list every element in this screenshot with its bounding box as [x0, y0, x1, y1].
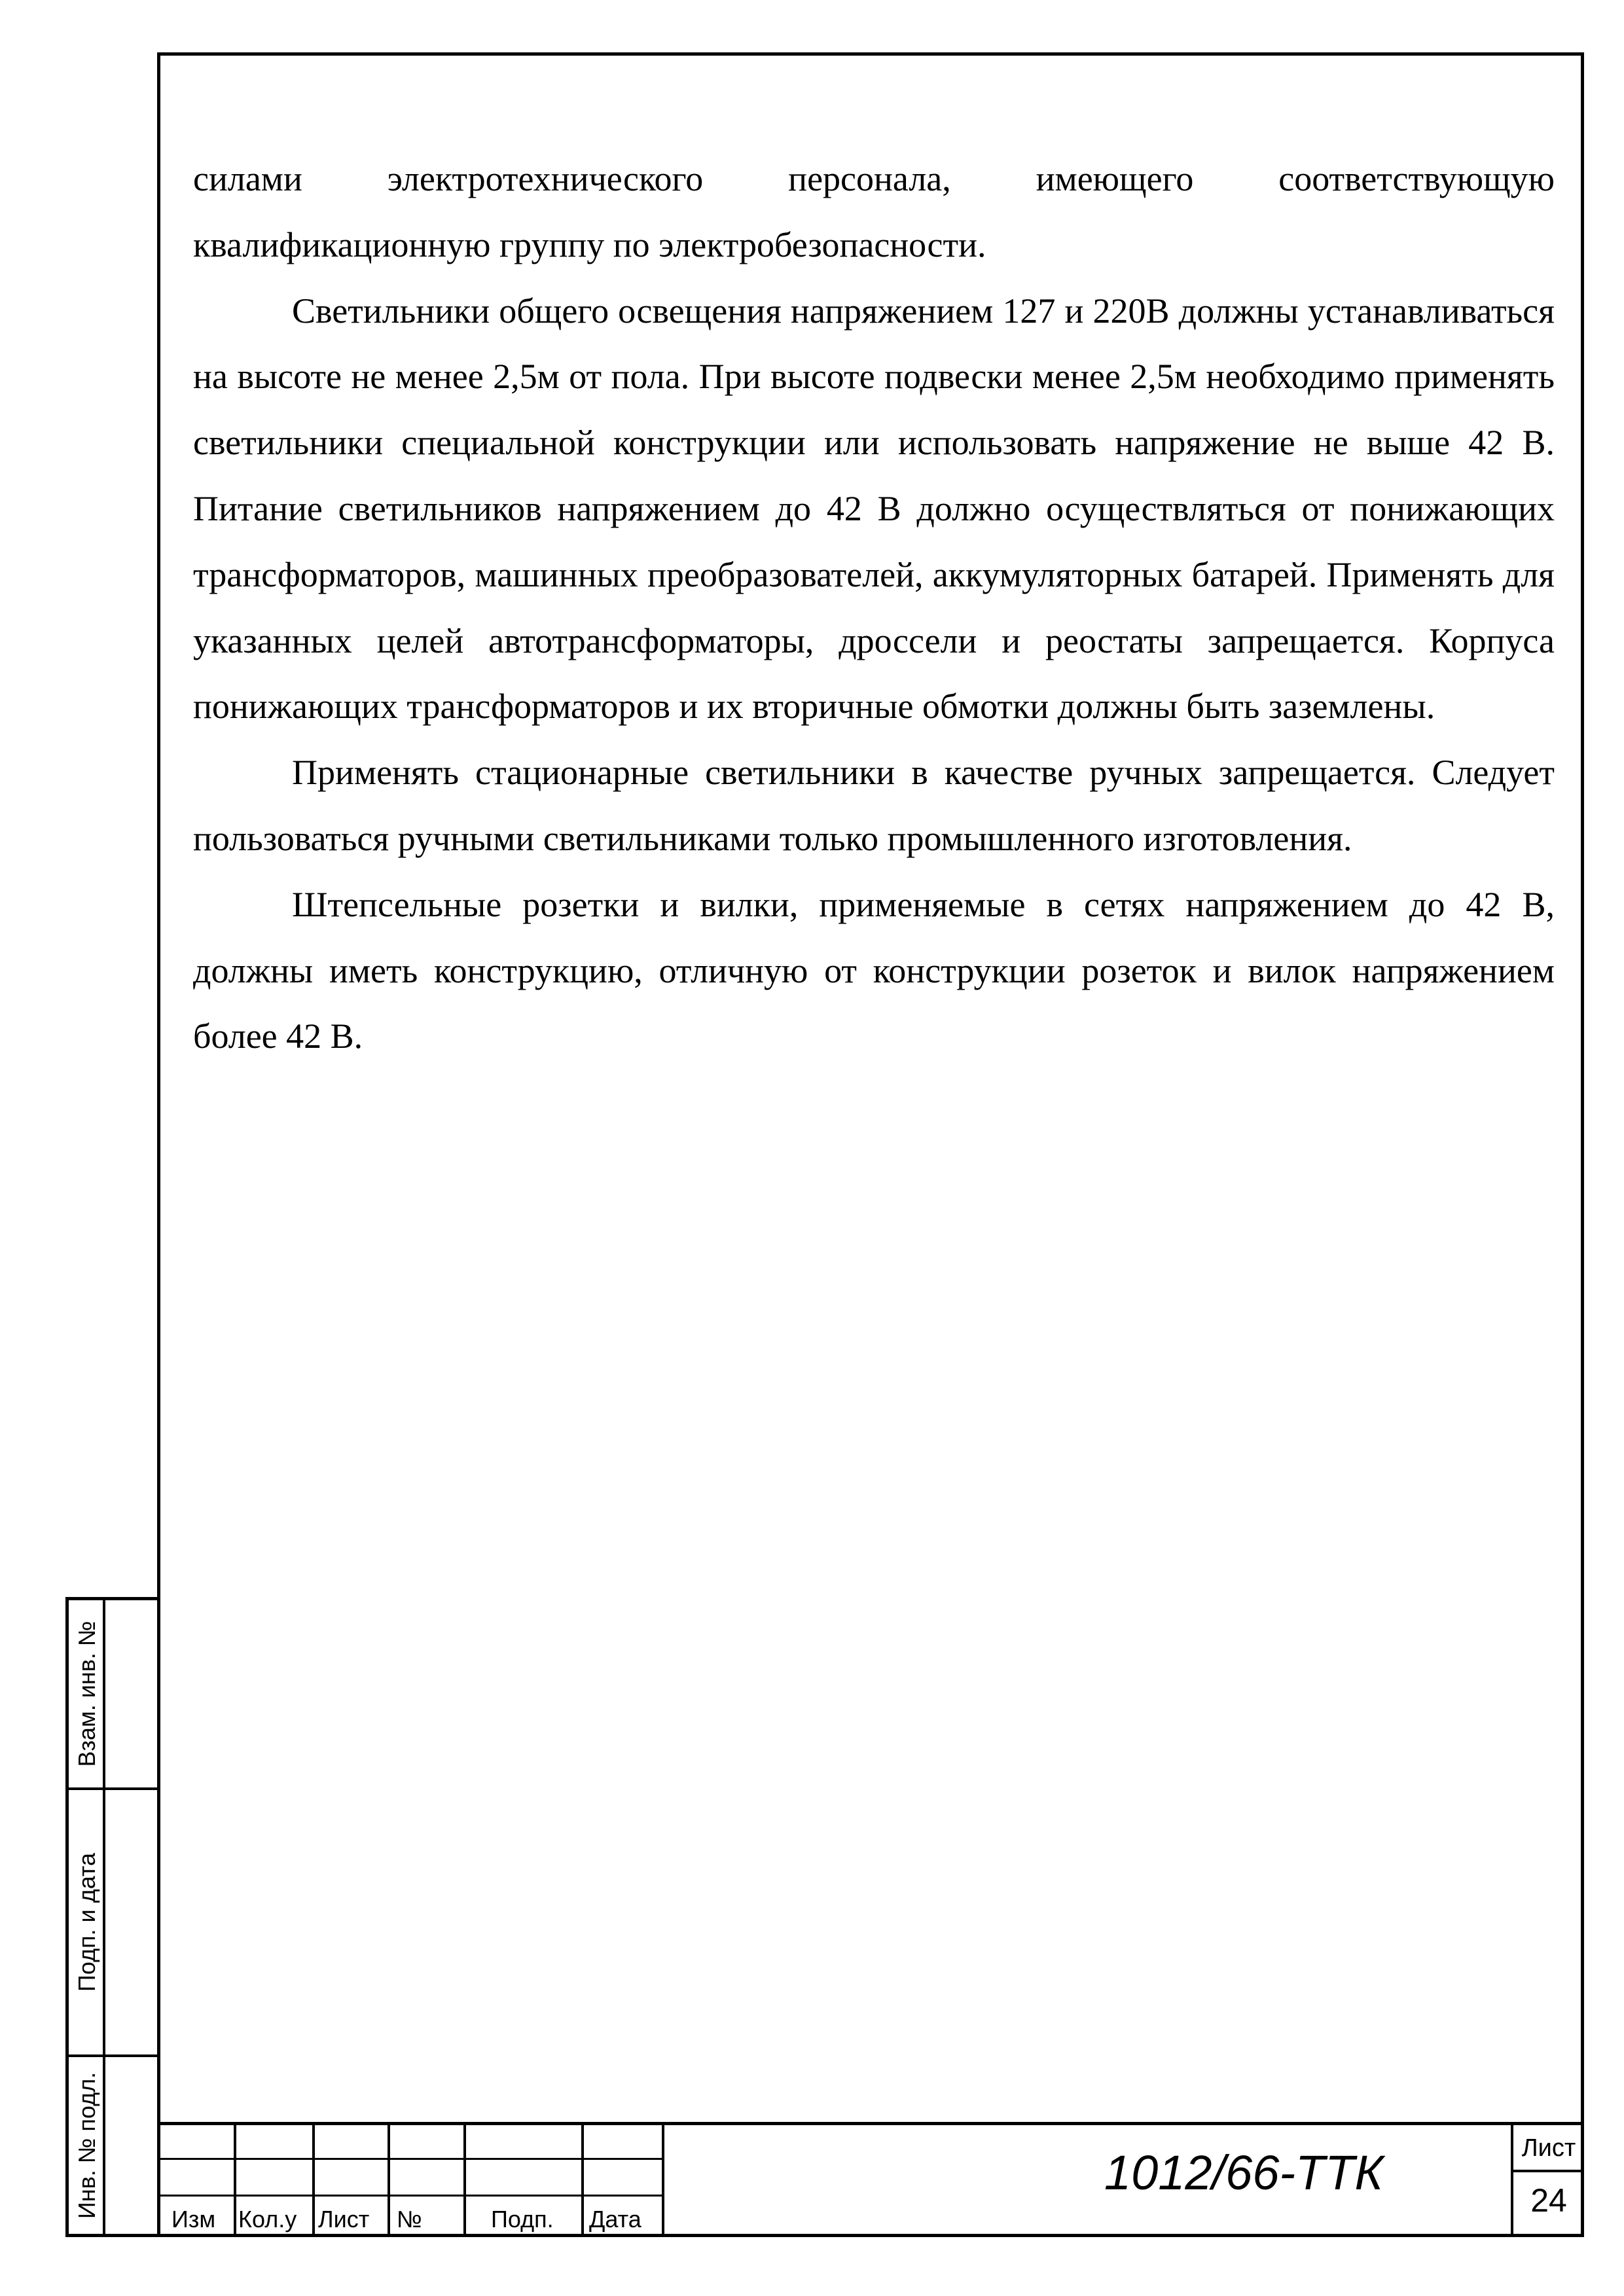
- side-label-orig-inv: Инв. № подл.: [73, 2072, 100, 2219]
- side-stamp: [65, 1597, 157, 2237]
- header-number: №: [397, 2206, 422, 2233]
- document-code: 1012/66-ТТК: [1104, 2145, 1384, 2200]
- paragraph-3: Применять стационарные светильники в качестве ручных запрещается. Следует пользоваться ручными светильниками только промышленного изготовления.: [193, 753, 1555, 858]
- side-cell-swap-inv: [69, 1600, 160, 1790]
- header-date: Дата: [589, 2206, 641, 2233]
- header-sign: Подп.: [491, 2206, 554, 2233]
- document-body: [193, 146, 1555, 1069]
- sheet-cell: [1511, 2125, 1584, 2237]
- paragraph-1: силами электротехнического персонала, имеющего соответствующую квалификационную группу по электробезопасности.: [193, 159, 1555, 264]
- header-list: Лист: [318, 2206, 370, 2233]
- header-izm: Изм: [171, 2206, 216, 2233]
- paragraph-2: Светильники общего освещения напряжением 127 и 220В должны устанавливаться на высоте не менее 2,5м от пола. При высоте подвески менее 2,5м необходимо применять светильники специальной конструкции или использовать напряжение не выше 42 В. Питание светильников напряжением до 42 В должно осуществляться от понижающих трансформаторов, машинных преобразователей, аккумуляторных батарей. Применять для указанных целей автотрансформаторы, дроссели и реостаты запрещается. Корпуса понижающих трансформаторов и их вторичные обмотки должны быть заземлены.: [193, 291, 1555, 726]
- side-cell-orig-inv: [69, 2057, 160, 2234]
- side-label-sign-date: Подп. и дата: [73, 1852, 100, 1992]
- side-label-swap-inv: Взам. инв. №: [73, 1621, 100, 1767]
- sheet-number: 24: [1530, 2182, 1567, 2219]
- paragraph-4: Штепсельные розетки и вилки, применяемые в сетях напряжением до 42 В, должны иметь конструкцию, отличную от конструкции розеток и вилок напряжением более 42 В.: [193, 884, 1555, 1056]
- sheet-caption: Лист: [1521, 2134, 1576, 2162]
- side-cell-sign-date: [69, 1790, 160, 2057]
- title-block: [157, 2122, 1584, 2237]
- header-kol: Кол.у: [238, 2206, 297, 2233]
